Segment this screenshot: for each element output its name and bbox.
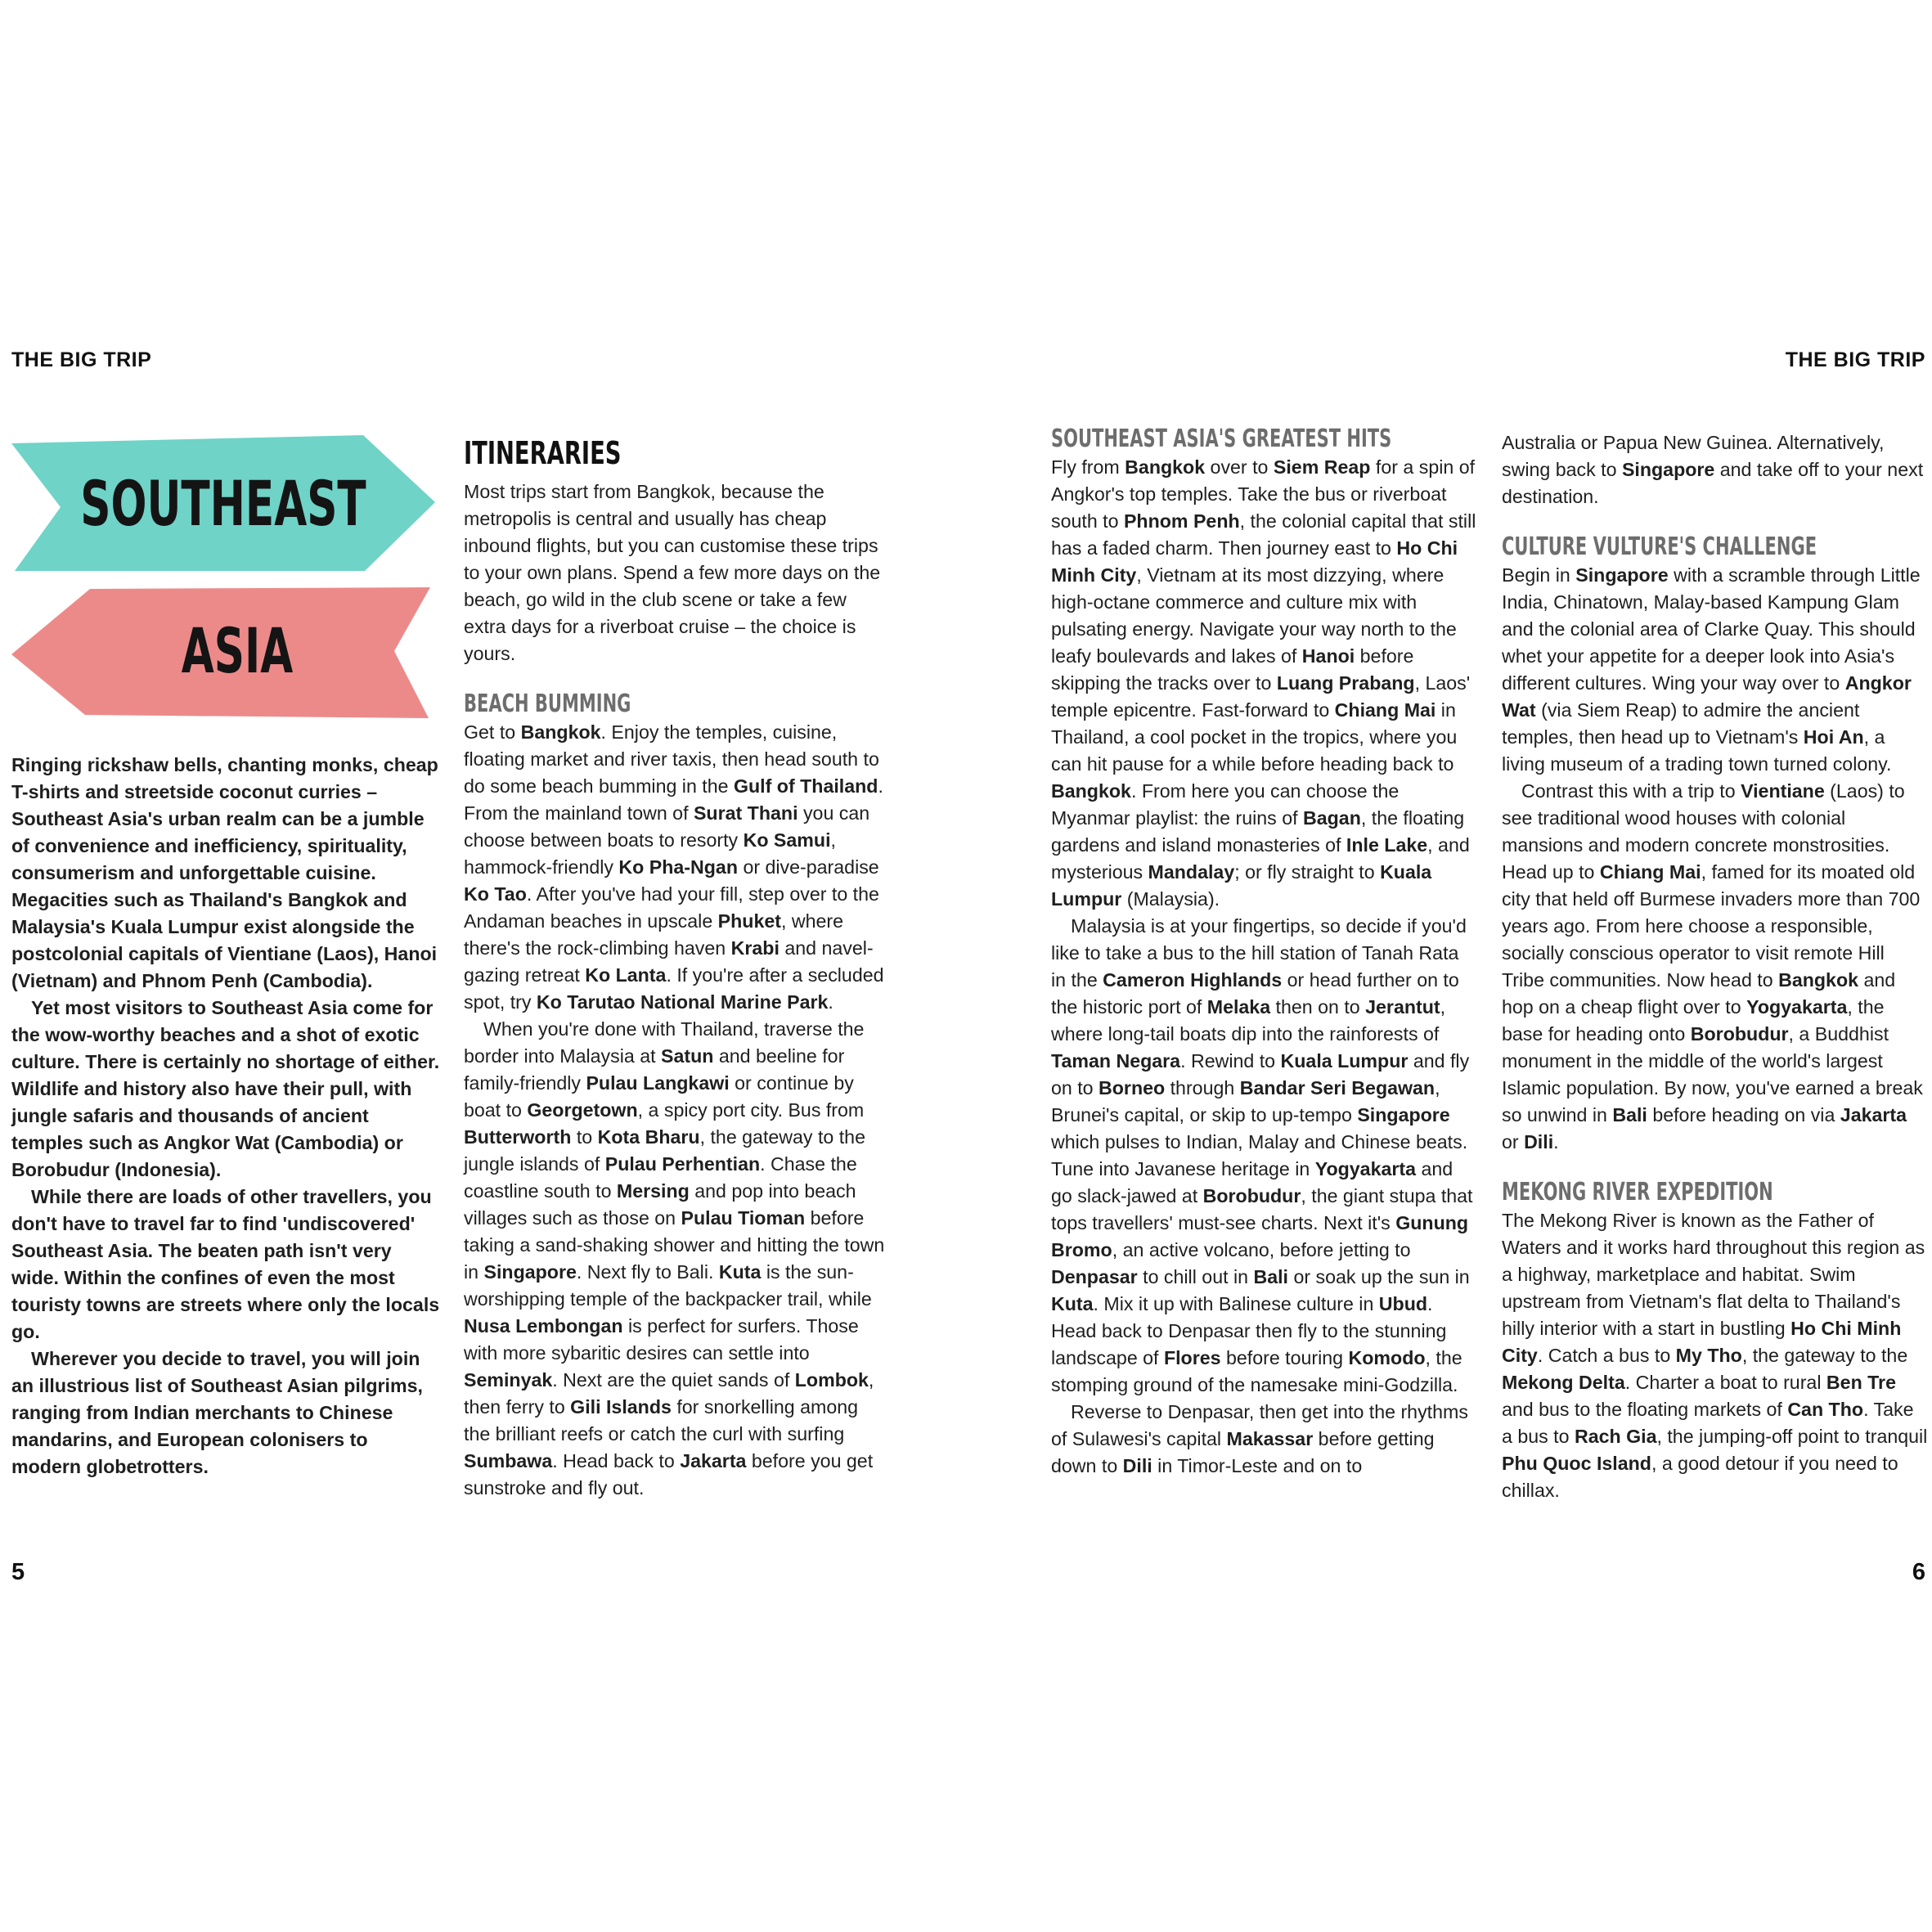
place-name: Mekong Delta — [1502, 1372, 1625, 1393]
place-name: Can Tho — [1787, 1399, 1864, 1420]
running-head-left: THE BIG TRIP — [11, 348, 152, 371]
place-name: Singapore — [1357, 1104, 1450, 1126]
place-name: Inle Lake — [1346, 834, 1428, 856]
place-name: Kuta — [1051, 1293, 1094, 1314]
place-name: Lombok — [794, 1369, 869, 1391]
column-itineraries — [464, 436, 889, 1502]
place-name: Cameron Highlands — [1103, 969, 1283, 991]
place-name: Hanoi — [1301, 645, 1355, 667]
place-name: My Tho — [1675, 1345, 1742, 1366]
place-name: Flores — [1163, 1347, 1221, 1368]
place-name: Rach Gia — [1574, 1426, 1657, 1447]
place-name: Kuala Lumpur — [1051, 861, 1432, 910]
place-name: Komodo — [1348, 1347, 1426, 1368]
section-heading-beach-bumming: BEACH BUMMING — [464, 690, 631, 718]
itineraries-heading: ITINERARIES — [464, 435, 622, 471]
intro-paragraph: Wherever you decide to travel, you will join an illustrious list of Southeast Asian pilgrims, ranging from Indian merchants to Chinese mandarins, and European colonisers to modern globetrotters. — [11, 1348, 423, 1477]
intro-paragraph: While there are loads of other travellers, you don't have to travel far to find 'undiscovered' Southeast Asia. The beaten path isn't very wide. Within the confines of even the most touristy towns are streets where only the locals go. — [11, 1186, 440, 1342]
place-name: Phu Quoc Island — [1502, 1453, 1651, 1474]
place-name: Ko Samui — [743, 829, 831, 851]
place-name: Chiang Mai — [1599, 861, 1701, 883]
place-name: Bangkok — [1125, 456, 1206, 478]
banner-asia — [10, 586, 432, 720]
place-name: Hoi An — [1803, 726, 1864, 748]
place-name: Butterworth — [464, 1126, 572, 1148]
place-name: Nusa Lembongan — [464, 1315, 623, 1337]
body-paragraph: Fly from Bangkok over to Siem Reap for a spin of Angkor's top temples. Take the bus or riverboat south to Phnom Penh, the colonial capital that still has a faded charm. Then journey east to Ho Chi Minh City, Vietnam at its most dizzying, where high-octane commerce and culture mix with pulsating energy. Navigate your way north to the leafy boulevards and lakes of Hanoi before skipping the tracks over to Luang Prabang, Laos' temple epicentre. Fast-forward to Chiang Mai in Thailand, a cool pocket in the tropics, where you can hit pause for a while before heading back to Bangkok. From here you can choose the Myanmar playlist: the ruins of Bagan, the floating gardens and island monasteries of Inle Lake, and mysterious Mandalay; or fly straight to Kuala Lumpur (Malaysia). — [1051, 456, 1476, 910]
place-name: Phuket — [717, 910, 781, 932]
place-name: Borobudur — [1202, 1185, 1301, 1206]
body-paragraph: Get to Bangkok. Enjoy the temples, cuisine, floating market and river taxis, then head south to do some beach bumming in the Gulf of Thailand. From the mainland town of Surat Thani you can choose between boats to resorty Ko Samui, hammock-friendly Ko Pha-Ngan or dive-paradise Ko Tao. After you've had your fill, step over to the Andaman beaches in upscale Phuket, where there's the rock-climbing haven Krabi and navel-gazing retreat Ko Lanta. If you're after a secluded spot, try Ko Tarutao National Marine Park. — [464, 721, 884, 1013]
place-name: Singapore — [1621, 459, 1715, 480]
place-name: Kuta — [718, 1261, 762, 1283]
place-name: Bangkok — [520, 721, 601, 743]
place-name: Ho Chi Minh City — [1502, 1318, 1902, 1366]
place-name: Luang Prabang — [1276, 672, 1415, 694]
place-name: Bali — [1253, 1266, 1288, 1287]
place-name: Gunung Bromo — [1051, 1212, 1469, 1260]
column-culture-mekong — [1502, 429, 1929, 1504]
place-name: Ubud — [1378, 1293, 1428, 1314]
place-name: Ko Pha-Ngan — [618, 856, 738, 878]
running-head-right: THE BIG TRIP — [1785, 348, 1925, 371]
place-name: Makassar — [1226, 1428, 1314, 1449]
page-number-left: 5 — [11, 1559, 25, 1585]
section-heading-greatest-hits: SOUTHEAST ASIA'S GREATEST HITS — [1051, 425, 1392, 453]
intro-paragraph: Yet most visitors to Southeast Asia come for the wow-worthy beaches and a shot of exotic culture. There is certainly no shortage of either. Wildlife and history also have their pull, with jungle safaris and thousands of ancient temples such as Angkor Wat (Cambodia) or Borobudur (Indonesia). — [11, 997, 440, 1180]
itineraries-intro: Most trips start from Bangkok, because the metropolis is central and usually has cheap inbound flights, but you can customise these trips to your own plans. Spend a few more days on the beach, go wild in the club scene or take a few extra days for a riverboat cruise – the choice is yours. — [464, 481, 881, 664]
place-name: Bagan — [1303, 807, 1361, 829]
place-name: Bali — [1612, 1104, 1647, 1126]
place-name: Jerantut — [1365, 996, 1440, 1018]
section-body-beach-bumming — [464, 719, 889, 1502]
place-name: Phnom Penh — [1123, 510, 1240, 532]
place-name: Bandar Seri Begawan — [1239, 1077, 1436, 1099]
place-name: Ko Tarutao National Marine Park — [536, 991, 829, 1013]
place-name: Angkor Wat — [1502, 672, 1912, 721]
body-paragraph: Contrast this with a trip to Vientiane (Laos) to see traditional wood houses with colonial mansions and modern concrete monstrosities. Head up to Chiang Mai, famed for its moated old city that held off Burmese invaders more than 700 years ago. From here choose a responsible, socially conscious operator to visit remote Hill Tribe communities. Now head to Bangkok and hop on a cheap flight over to Yogyakarta, the base for heading onto Borobudur, a Buddhist monument in the middle of the world's largest Islamic population. By now, you've earned a break so unwind in Bali before heading on via Jakarta or Dili. — [1502, 780, 1923, 1152]
body-paragraph: Malaysia is at your fingertips, so decide if you'd like to take a bus to the hill station of Tanah Rata in the Cameron Highlands or head further on to the historic port of Melaka then on to Jerantut, where long-tail boats dip into the rainforests of Taman Negara. Rewind to Kuala Lumpur and fly on to Borneo through Bandar Seri Begawan, Brunei's capital, or skip to up-tempo Singapore which pulses to Indian, Malay and Chinese beats. Tune into Javanese heritage in Yogyakarta and go slack-jawed at Borobudur, the giant stupa that tops travellers' must-see charts. Next it's Gunung Bromo, an active volcano, before jetting to Denpasar to chill out in Bali or soak up the sun in Kuta. Mix it up with Balinese culture in Ubud. Head back to Denpasar then fly to the stunning landscape of Flores before touring Komodo, the stomping ground of the namesake mini-Godzilla. — [1051, 915, 1473, 1395]
section-body-mekong — [1502, 1207, 1929, 1504]
place-name: Vientiane — [1741, 780, 1825, 802]
place-name: Kuala Lumpur — [1280, 1050, 1409, 1072]
place-name: Jakarta — [680, 1450, 747, 1471]
place-name: Surat Thani — [693, 802, 798, 824]
place-name: Chiang Mai — [1334, 699, 1436, 721]
section-body-culture-vulture — [1502, 562, 1929, 1156]
place-name: Borneo — [1099, 1077, 1166, 1099]
place-name: Bangkok — [1778, 969, 1859, 991]
place-name: Singapore — [1575, 564, 1669, 586]
banner-label-asia: ASIA — [181, 614, 294, 687]
place-name: Ko Tao — [464, 883, 527, 905]
place-name: Pulau Tioman — [681, 1207, 806, 1229]
place-name: Gulf of Thailand — [733, 775, 878, 797]
intro-paragraph: Ringing rickshaw bells, chanting monks, cheap T-shirts and streetside coconut curries – Southeast Asia's urban realm can be a jumble of convenience and inefficiency, spirituality, consumerism and unforgettable cuisine. Megacities such as Thailand's Bangkok and Malaysia's Kuala Lumpur exist alongside the postcolonial capitals of Vientiane (Laos), Hanoi (Vietnam) and Phnom Penh (Cambodia). — [11, 754, 438, 991]
place-name: Pulau Langkawi — [586, 1072, 730, 1094]
section-heading-mekong: MEKONG RIVER EXPEDITION — [1502, 1178, 1773, 1206]
place-name: Gili Islands — [570, 1396, 672, 1418]
intro-column — [11, 752, 442, 1480]
section-body-greatest-hits-continued — [1502, 429, 1929, 510]
place-name: Kota Bharu — [597, 1126, 700, 1148]
place-name: Seminyak — [464, 1369, 553, 1391]
place-name: Mersing — [616, 1180, 690, 1202]
body-paragraph: The Mekong River is known as the Father of Waters and it works hard throughout this region as a highway, marketplace and habitat. Swim upstream from Vietnam's flat delta to Thailand's hilly interior with a start in bustling Ho Chi Minh City. Catch a bus to My Tho, the gateway to the Mekong Delta. Charter a boat to rural Ben Tre and bus to the floating markets of Can Tho. Take a bus to Rach Gia, the jumping-off point to tranquil Phu Quoc Island, a good detour if you need to chillax. — [1502, 1210, 1928, 1501]
place-name: Dili — [1524, 1131, 1554, 1152]
banner-label-southeast: SOUTHEAST — [80, 467, 366, 540]
body-paragraph: Begin in Singapore with a scramble through Little India, Chinatown, Malay-based Kampung Glam and the colonial area of Clarke Quay. This should whet your appetite for a deeper look into Asia's different cultures. Wing your way over to Angkor Wat (via Siem Reap) to admire the ancient temples, then head up to Vietnam's Hoi An, a living museum of a trading town turned colony. — [1502, 564, 1921, 775]
column-greatest-hits — [1051, 425, 1476, 1480]
place-name: Yogyakarta — [1314, 1158, 1416, 1179]
body-paragraph: Australia or Papua New Guinea. Alternatively, swing back to Singapore and take off to your next destination. — [1502, 432, 1924, 507]
place-name: Yogyakarta — [1746, 996, 1848, 1018]
section-heading-culture-vulture: CULTURE VULTURE'S CHALLENGE — [1502, 532, 1817, 561]
place-name: Ko Lanta — [585, 964, 667, 986]
place-name: Denpasar — [1051, 1266, 1138, 1287]
place-name: Bangkok — [1051, 780, 1131, 802]
place-name: Ho Chi Minh City — [1051, 537, 1458, 586]
page-number-right: 6 — [1912, 1559, 1925, 1585]
place-name: Sumbawa — [464, 1450, 553, 1471]
place-name: Pulau Perhentian — [604, 1153, 761, 1175]
body-paragraph: Reverse to Denpasar, then get into the rhythms of Sulawesi's capital Makassar before getting down to Dili in Timor-Leste and on to — [1051, 1401, 1468, 1476]
place-name: Dili — [1122, 1455, 1152, 1476]
place-name: Ben Tre — [1826, 1372, 1896, 1393]
place-name: Melaka — [1206, 996, 1271, 1018]
place-name: Borobudur — [1690, 1023, 1789, 1045]
section-body-greatest-hits — [1051, 454, 1476, 1480]
banner-southeast — [10, 434, 437, 573]
place-name: Jakarta — [1840, 1104, 1907, 1126]
place-name: Krabi — [730, 937, 780, 959]
place-name: Taman Negara — [1051, 1050, 1181, 1072]
place-name: Georgetown — [527, 1099, 638, 1121]
place-name: Siem Reap — [1273, 456, 1371, 478]
body-paragraph: When you're done with Thailand, traverse the border into Malaysia at Satun and beeline for family-friendly Pulau Langkawi or continue by boat to Georgetown, a spicy port city. Bus from Butterworth to Kota Bharu, the gateway to the jungle islands of Pulau Perhentian. Chase the coastline south to Mersing and pop into beach villages such as those on Pulau Tioman before taking a sand-shaking shower and hitting the town in Singapore. Next fly to Bali. Kuta is the sun-worshipping temple of the backpacker trail, while Nusa Lembongan is perfect for surfers. Those with more sybaritic desires can settle into Seminyak. Next are the quiet sands of Lombok, then ferry to Gili Islands for snorkelling among the brilliant reefs or catch the curl with surfing Sumbawa. Head back to Jakarta before you get sunstroke and fly out. — [464, 1018, 885, 1498]
place-name: Singapore — [483, 1261, 577, 1283]
place-name: Mandalay — [1148, 861, 1235, 883]
place-name: Satun — [661, 1045, 714, 1067]
